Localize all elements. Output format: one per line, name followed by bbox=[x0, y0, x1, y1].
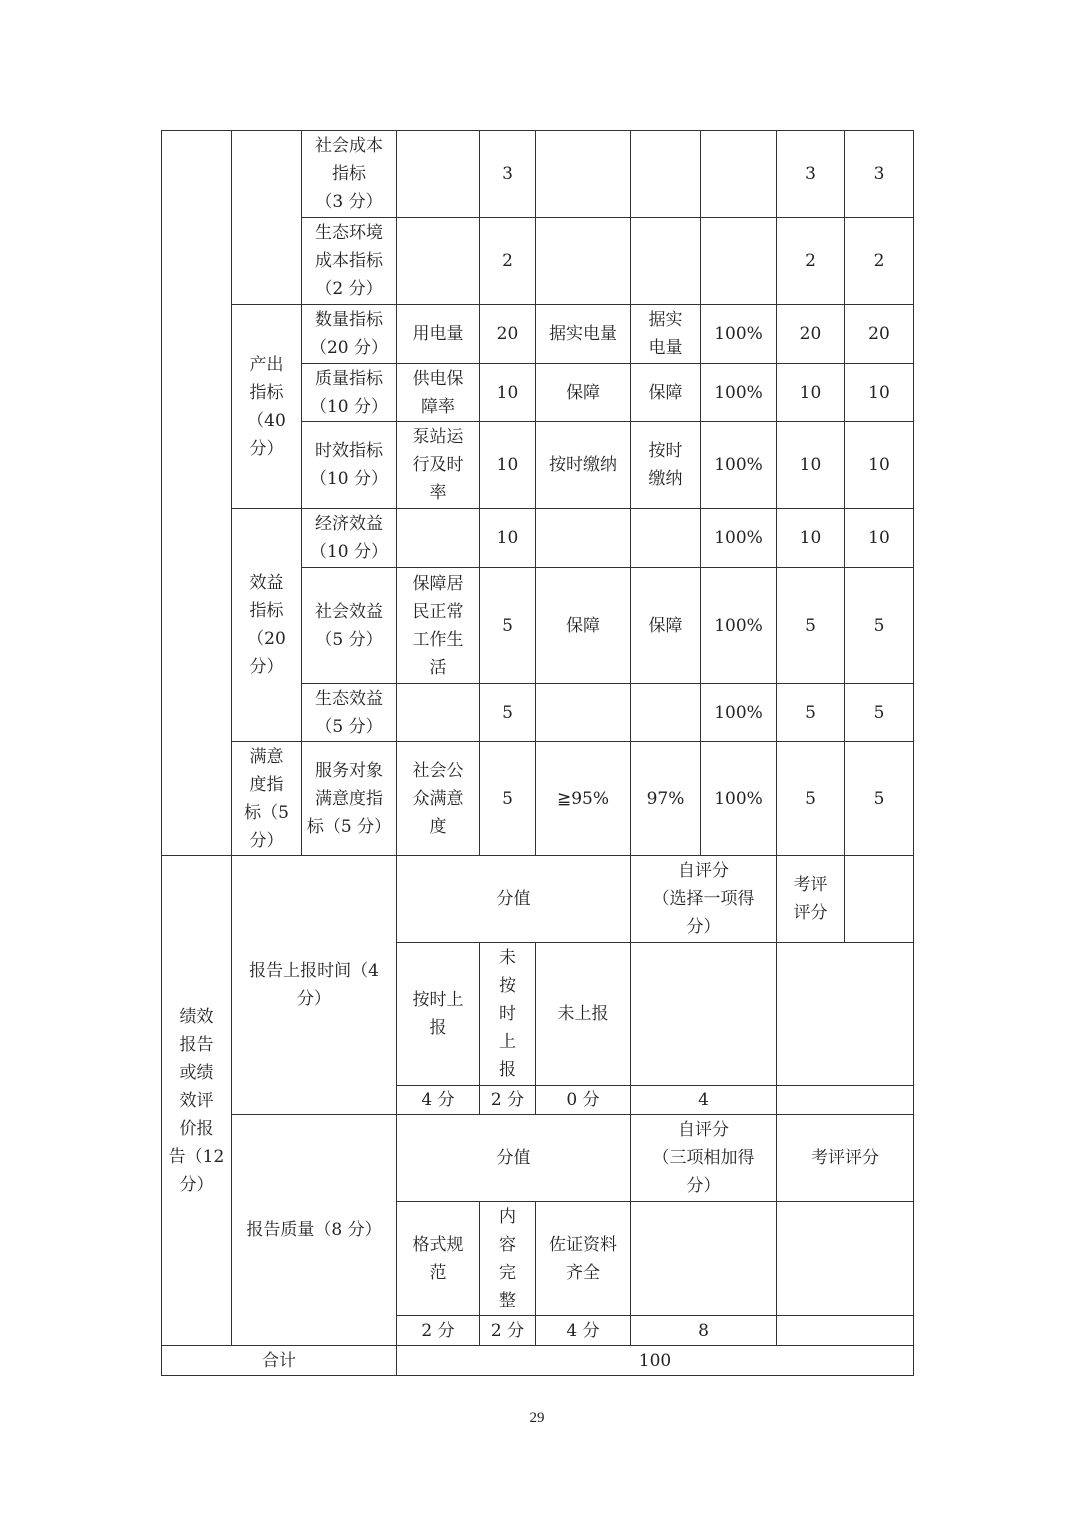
points-cell: 2 分 bbox=[480, 1316, 536, 1346]
self-score-header: 自评分 （三项相加得 分） bbox=[631, 1115, 777, 1202]
points-cell: 4 分 bbox=[397, 1086, 480, 1115]
full-score-cell: 5 bbox=[777, 568, 845, 684]
empty-cell bbox=[845, 856, 914, 943]
full-score-cell: 10 bbox=[777, 422, 845, 509]
indicator-label: 经济效益 （10 分） bbox=[302, 509, 397, 568]
indicator-content bbox=[397, 131, 480, 218]
target-cell bbox=[536, 509, 631, 568]
score-cell: 2 bbox=[845, 218, 914, 305]
target-cell bbox=[536, 684, 631, 742]
weight-cell: 20 bbox=[480, 305, 536, 364]
option-cell: 佐证资料 齐全 bbox=[536, 1202, 631, 1316]
value-header: 分值 bbox=[397, 1115, 631, 1202]
points-cell: 0 分 bbox=[536, 1086, 631, 1115]
rate-cell: 100% bbox=[701, 364, 777, 422]
score-cell: 20 bbox=[845, 305, 914, 364]
points-cell: 2 分 bbox=[480, 1086, 536, 1115]
score-cell: 10 bbox=[845, 422, 914, 509]
actual-cell: 据实 电量 bbox=[631, 305, 701, 364]
full-score-cell: 10 bbox=[777, 364, 845, 422]
evaluation-score-area bbox=[777, 1202, 914, 1316]
actual-cell bbox=[631, 684, 701, 742]
weight-cell: 10 bbox=[480, 422, 536, 509]
weight-cell: 10 bbox=[480, 364, 536, 422]
evaluation-score-area bbox=[777, 943, 914, 1086]
indicator-label: 时效指标 （10 分） bbox=[302, 422, 397, 509]
target-cell: 据实电量 bbox=[536, 305, 631, 364]
table-row bbox=[162, 131, 914, 218]
self-score-area bbox=[631, 943, 777, 1086]
indicator-content: 社会公 众满意 度 bbox=[397, 742, 480, 856]
report-time-label: 报告上报时间（4 分） bbox=[232, 856, 397, 1115]
full-score-cell: 10 bbox=[777, 509, 845, 568]
output-indicator-group: 产出 指标 （40 分） bbox=[232, 305, 302, 509]
first-level-cell-blank bbox=[162, 131, 232, 856]
benefit-indicator-group: 效益 指标 （20 分） bbox=[232, 509, 302, 742]
self-score-area bbox=[631, 1202, 777, 1316]
full-score-cell: 3 bbox=[777, 131, 845, 218]
second-level-cell-blank bbox=[232, 131, 302, 305]
table-row bbox=[162, 742, 914, 856]
self-score-value: 8 bbox=[631, 1316, 777, 1346]
rate-cell: 100% bbox=[701, 509, 777, 568]
indicator-content bbox=[397, 218, 480, 305]
rate-cell: 100% bbox=[701, 684, 777, 742]
indicator-label: 生态效益 （5 分） bbox=[302, 684, 397, 742]
table-row bbox=[162, 305, 914, 364]
rate-cell: 100% bbox=[701, 305, 777, 364]
indicator-content bbox=[397, 509, 480, 568]
weight-cell: 5 bbox=[480, 742, 536, 856]
self-score-value: 4 bbox=[631, 1086, 777, 1115]
indicator-label: 服务对象 满意度指 标（5 分） bbox=[302, 742, 397, 856]
weight-cell: 5 bbox=[480, 568, 536, 684]
total-label: 合计 bbox=[162, 1346, 397, 1376]
indicator-label: 生态环境 成本指标 （2 分） bbox=[302, 218, 397, 305]
rate-cell bbox=[701, 218, 777, 305]
indicator-content: 保障居 民正常 工作生 活 bbox=[397, 568, 480, 684]
evaluation-score-value bbox=[777, 1086, 914, 1115]
self-score-header: 自评分 （选择一项得 分） bbox=[631, 856, 777, 943]
score-cell: 10 bbox=[845, 364, 914, 422]
option-cell: 内 容 完 整 bbox=[480, 1202, 536, 1316]
indicator-label: 质量指标 （10 分） bbox=[302, 364, 397, 422]
score-cell: 3 bbox=[845, 131, 914, 218]
full-score-cell: 2 bbox=[777, 218, 845, 305]
indicator-content bbox=[397, 684, 480, 742]
evaluation-score-header: 考评评分 bbox=[777, 1115, 914, 1202]
indicator-label: 数量指标 （20 分） bbox=[302, 305, 397, 364]
indicator-content: 供电保 障率 bbox=[397, 364, 480, 422]
weight-cell: 2 bbox=[480, 218, 536, 305]
option-cell: 未 按 时 上 报 bbox=[480, 943, 536, 1086]
indicator-content: 用电量 bbox=[397, 305, 480, 364]
table-row bbox=[162, 509, 914, 568]
actual-cell bbox=[631, 509, 701, 568]
score-cell: 5 bbox=[845, 742, 914, 856]
indicator-content: 泵站运 行及时 率 bbox=[397, 422, 480, 509]
weight-cell: 3 bbox=[480, 131, 536, 218]
weight-cell: 5 bbox=[480, 684, 536, 742]
option-cell: 未上报 bbox=[536, 943, 631, 1086]
report-section-label: 绩效 报告 或绩 效评 价报 告（12 分） bbox=[162, 856, 232, 1346]
target-cell bbox=[536, 131, 631, 218]
target-cell: 保障 bbox=[536, 364, 631, 422]
score-cell: 5 bbox=[845, 568, 914, 684]
full-score-cell: 20 bbox=[777, 305, 845, 364]
performance-evaluation-table bbox=[161, 130, 914, 1376]
rate-cell bbox=[701, 131, 777, 218]
points-cell: 4 分 bbox=[536, 1316, 631, 1346]
target-cell: ≧95% bbox=[536, 742, 631, 856]
actual-cell: 保障 bbox=[631, 364, 701, 422]
page-number: 29 bbox=[529, 1410, 545, 1426]
rate-cell: 100% bbox=[701, 422, 777, 509]
table-row bbox=[162, 856, 914, 943]
indicator-label: 社会成本 指标 （3 分） bbox=[302, 131, 397, 218]
actual-cell: 97% bbox=[631, 742, 701, 856]
report-quality-label: 报告质量（8 分） bbox=[232, 1115, 397, 1346]
evaluation-score-header: 考评 评分 bbox=[777, 856, 845, 943]
table-row bbox=[162, 1346, 914, 1376]
weight-cell: 10 bbox=[480, 509, 536, 568]
full-score-cell: 5 bbox=[777, 742, 845, 856]
rate-cell: 100% bbox=[701, 742, 777, 856]
actual-cell: 保障 bbox=[631, 568, 701, 684]
rate-cell: 100% bbox=[701, 568, 777, 684]
actual-cell bbox=[631, 218, 701, 305]
target-cell: 按时缴纳 bbox=[536, 422, 631, 509]
value-header: 分值 bbox=[397, 856, 631, 943]
actual-cell: 按时 缴纳 bbox=[631, 422, 701, 509]
full-score-cell: 5 bbox=[777, 684, 845, 742]
target-cell: 保障 bbox=[536, 568, 631, 684]
score-cell: 10 bbox=[845, 509, 914, 568]
evaluation-score-value bbox=[777, 1316, 914, 1346]
score-cell: 5 bbox=[845, 684, 914, 742]
table-row bbox=[162, 1115, 914, 1202]
points-cell: 2 分 bbox=[397, 1316, 480, 1346]
actual-cell bbox=[631, 131, 701, 218]
indicator-label: 社会效益 （5 分） bbox=[302, 568, 397, 684]
satisfaction-group: 满意 度指 标（5 分） bbox=[232, 742, 302, 856]
option-cell: 按时上 报 bbox=[397, 943, 480, 1086]
total-value: 100 bbox=[397, 1346, 914, 1376]
option-cell: 格式规 范 bbox=[397, 1202, 480, 1316]
target-cell bbox=[536, 218, 631, 305]
